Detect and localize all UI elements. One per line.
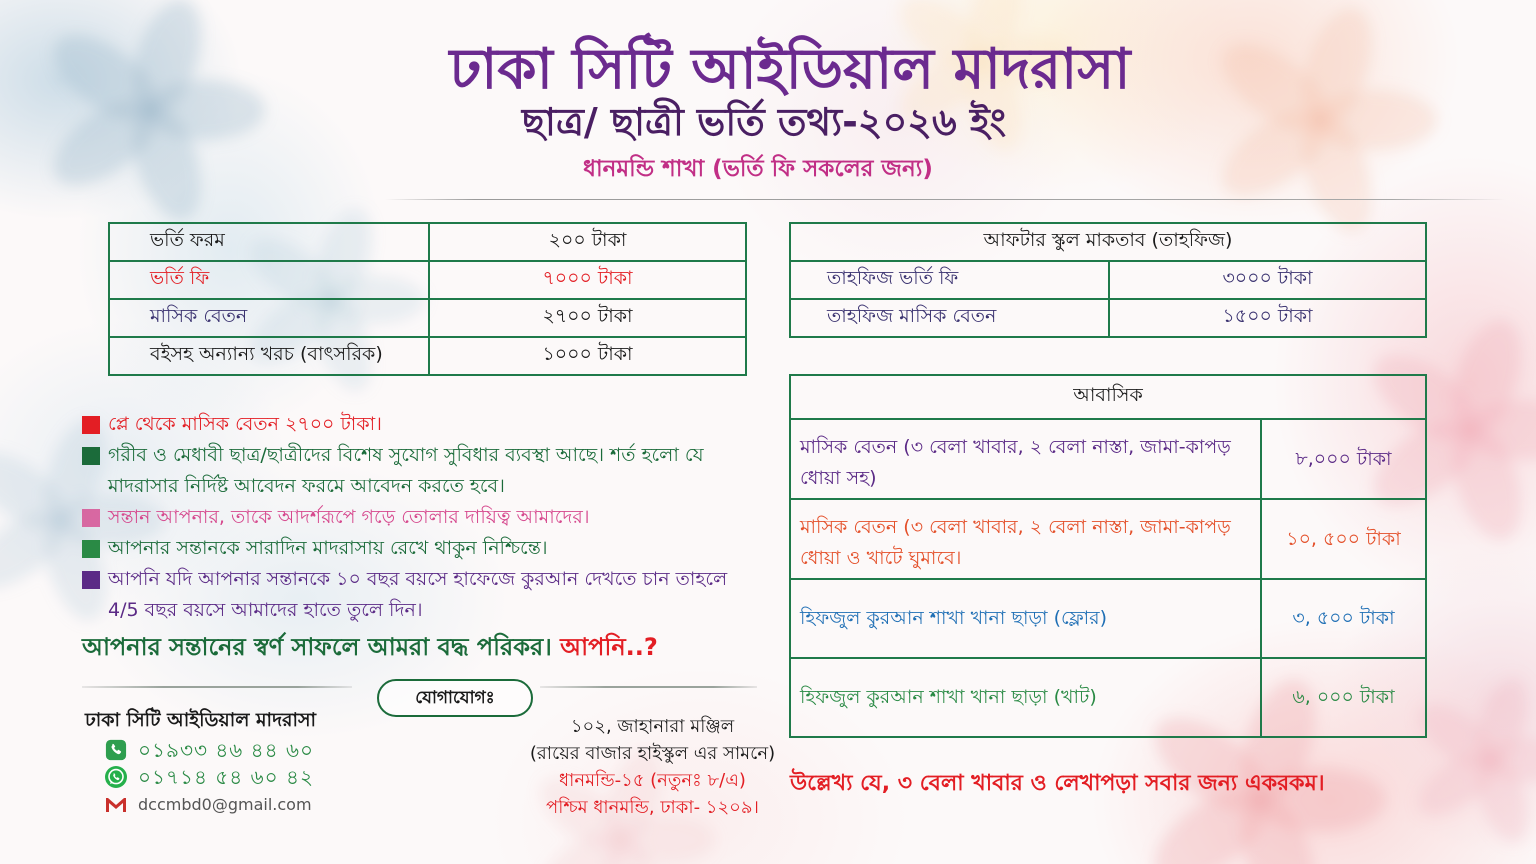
- header-divider: [385, 199, 1505, 200]
- residential-amount: ৮,০০০ টাকা: [1261, 419, 1426, 499]
- residential-header-row: [790, 375, 1426, 419]
- fee-amount: ২৭০০ টাকা: [429, 299, 746, 337]
- branch-note: ধানমন্ডি শাখা (ভর্তি ফি সকলের জন্য): [583, 156, 933, 182]
- square-bullet-icon: [82, 509, 100, 527]
- address-line: ধানমন্ডি-১৫ (নতুনঃ ৮/এ): [559, 770, 746, 791]
- fee-row: [109, 299, 746, 337]
- fee-label: বইসহ অন্যান্য খরচ (বাৎসরিক): [109, 337, 429, 375]
- list-item: [82, 440, 754, 502]
- note-text: গরীব ও মেধাবী ছাত্র/ছাত্রীদের বিশেষ সুযোগ সুবিধার ব্যবস্থা আছে। শর্ত হলো যে মাদরাসার নির্দিষ্ট আবেদন ফরমে আবেদন করতে হবে।: [108, 444, 704, 497]
- list-item: [82, 502, 754, 533]
- residential-label: হিফজুল কুরআন শাখা খানা ছাড়া (খাট): [790, 658, 1261, 737]
- note-text: প্লে থেকে মাসিক বেতন ২৭০০ টাকা।: [108, 413, 382, 435]
- slogan-highlight: আপনি..?: [560, 633, 658, 661]
- fee-row: [109, 261, 746, 299]
- tahfiz-amount: ৩০০০ টাকা: [1109, 261, 1426, 299]
- whatsapp-number: ০১৭১৪ ৫৪ ৬০ ৪২: [138, 765, 314, 789]
- residential-amount: ৬, ০০০ টাকা: [1261, 658, 1426, 737]
- note-text: সন্তান আপনার, তাকে আদর্শরূপে গড়ে তোলার দায়িত্ব আমাদের।: [108, 506, 590, 528]
- notes-list: [82, 409, 754, 626]
- fee-amount: ৭০০০ টাকা: [429, 261, 746, 299]
- residential-row: [790, 499, 1426, 579]
- residential-table-header: আবাসিক: [790, 375, 1426, 419]
- tahfiz-label: তাহফিজ মাসিক বেতন: [790, 299, 1109, 337]
- address-line: ১০২, জাহানারা মঞ্জিল: [570, 716, 735, 737]
- address-block: [520, 713, 785, 821]
- whatsapp-row: [104, 765, 314, 789]
- square-bullet-icon: [82, 447, 100, 465]
- square-bullet-icon: [82, 571, 100, 589]
- note-text: আপনার সন্তানকে সারাদিন মাদরাসায় রেখে থাকুন নিশ্চিন্তে।: [108, 537, 548, 559]
- note-text: আপনি যদি আপনার সন্তানকে ১০ বছর বয়সে হাফেজে কুরআন দেখতে চান তাহলে 4/5 বছর বয়সে আমাদের হাতে তুলে দিন।: [108, 568, 728, 621]
- residential-amount: ১০, ৫০০ টাকা: [1261, 499, 1426, 579]
- contact-divider-left: [82, 686, 352, 688]
- fee-label: ভর্তি ফি: [109, 261, 429, 299]
- fee-row: [109, 337, 746, 375]
- contact-badge: যোগাযোগঃ: [377, 679, 533, 717]
- fee-amount: ১০০০ টাকা: [429, 337, 746, 375]
- footnote: উল্লেখ্য যে, ৩ বেলা খাবার ও লেখাপড়া সবার জন্য একরকম।: [790, 771, 1325, 796]
- fee-label: ভর্তি ফরম: [109, 223, 429, 261]
- contact-divider-right: [540, 686, 757, 688]
- mail-icon: [104, 793, 128, 817]
- fee-amount: ২০০ টাকা: [429, 223, 746, 261]
- residential-row: [790, 419, 1426, 499]
- contact-name: ঢাকা সিটি আইডিয়াল মাদরাসা: [85, 709, 317, 731]
- email-row: [104, 793, 312, 817]
- phone-icon: [104, 738, 128, 762]
- tahfiz-header-row: [790, 223, 1426, 261]
- residential-amount: ৩, ৫০০ টাকা: [1261, 579, 1426, 658]
- residential-row: [790, 579, 1426, 658]
- residential-label: মাসিক বেতন (৩ বেলা খাবার, ২ বেলা নাস্তা, জামা-কাপড় ধোয়া সহ): [790, 419, 1261, 499]
- email-address: dccmbd0@gmail.com: [138, 795, 312, 814]
- tahfiz-amount: ১৫০০ টাকা: [1109, 299, 1426, 337]
- tahfiz-row: [790, 261, 1426, 299]
- address-line: পশ্চিম ধানমন্ডি, ঢাকা- ১২০৯।: [545, 797, 759, 818]
- fee-table: [108, 222, 747, 376]
- fee-label: মাসিক বেতন: [109, 299, 429, 337]
- residential-row: [790, 658, 1426, 737]
- tahfiz-table-header: আফটার স্কুল মাকতাব (তাহফিজ): [790, 223, 1426, 261]
- phone-row: [104, 738, 314, 762]
- whatsapp-icon: [104, 765, 128, 789]
- fee-row: [109, 223, 746, 261]
- tahfiz-row: [790, 299, 1426, 337]
- phone-number: ০১৯৩৩ ৪৬ ৪৪ ৬০: [138, 738, 314, 762]
- slogan-text: আপনার সন্তানের স্বর্ণ সাফলে আমরা বদ্ধ পরিকর।: [82, 633, 561, 661]
- square-bullet-icon: [82, 540, 100, 558]
- slogan: [82, 630, 782, 664]
- list-item: [82, 564, 754, 626]
- list-item: [82, 533, 754, 564]
- tahfiz-label: তাহফিজ ভর্তি ফি: [790, 261, 1109, 299]
- residential-table: [789, 374, 1427, 738]
- tahfiz-table: [789, 222, 1427, 338]
- page-title: ঢাকা সিটি আইডিয়াল মাদরাসা: [449, 37, 1131, 102]
- residential-label: হিফজুল কুরআন শাখা খানা ছাড়া (ফ্লোর): [790, 579, 1261, 658]
- address-line: (রায়ের বাজার হাইস্কুল এর সামনে): [529, 743, 776, 764]
- list-item: [82, 409, 754, 440]
- square-bullet-icon: [82, 416, 100, 434]
- admission-subtitle: ছাত্র/ ছাত্রী ভর্তি তথ্য-২০২৬ ইং: [521, 100, 1007, 144]
- residential-label: মাসিক বেতন (৩ বেলা খাবার, ২ বেলা নাস্তা, জামা-কাপড় ধোয়া ও খাটে ঘুমাবে।: [790, 499, 1261, 579]
